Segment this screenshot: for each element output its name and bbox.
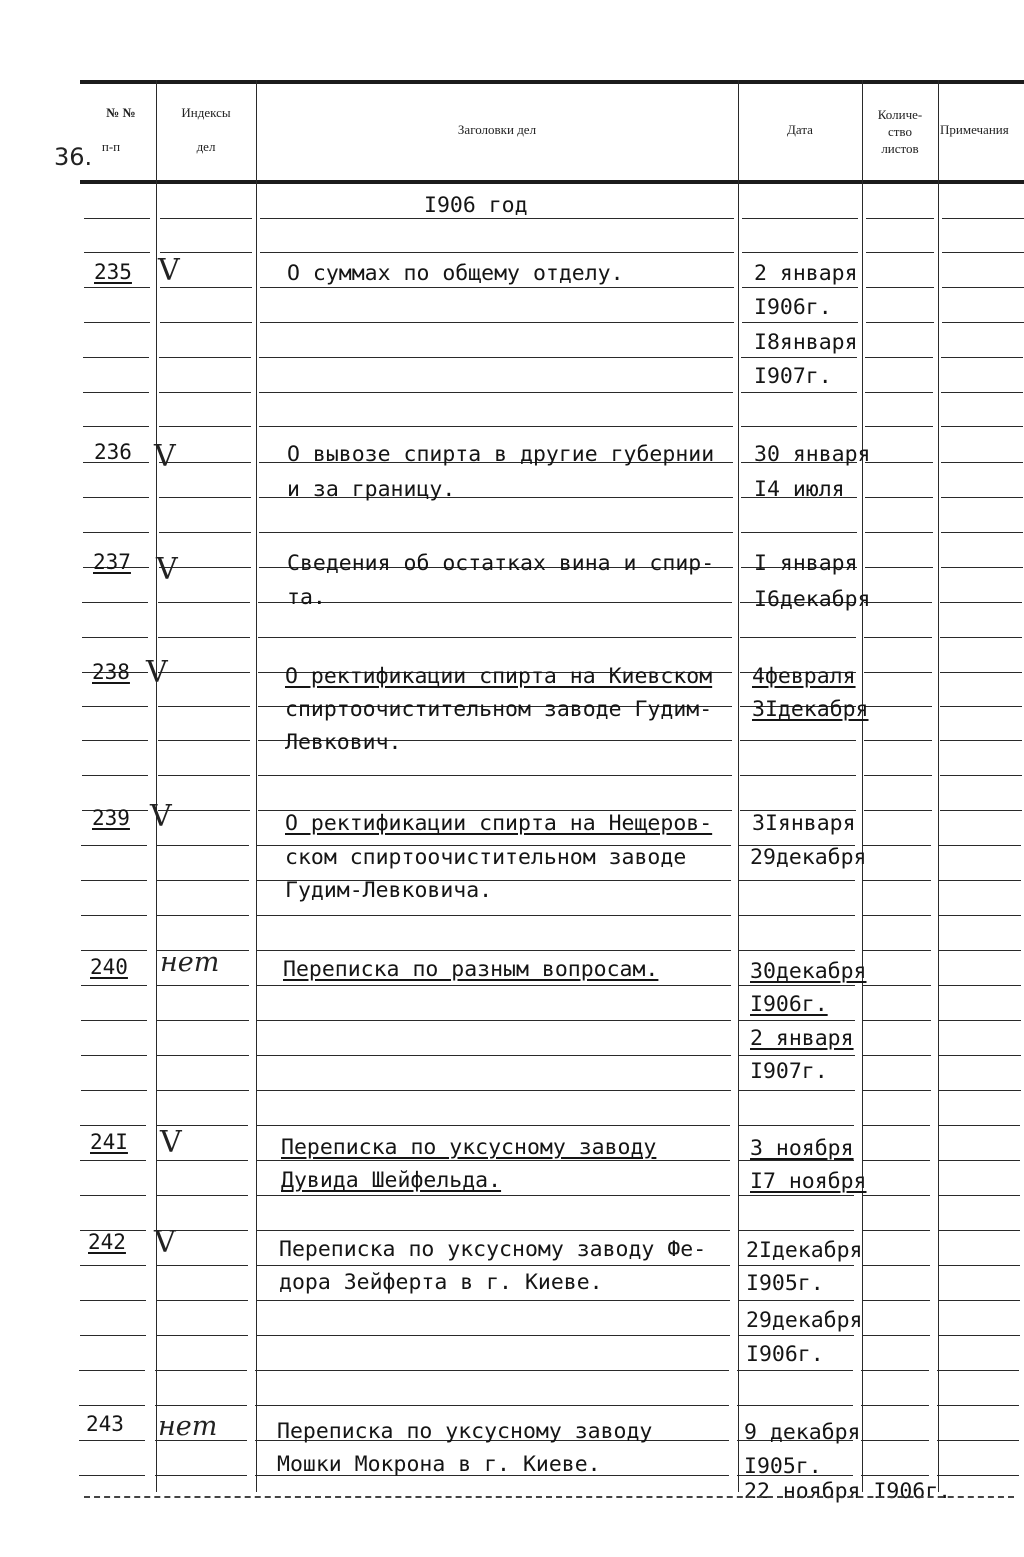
ruled-line-segment [256, 1300, 730, 1301]
ruled-line-segment [158, 672, 250, 673]
ruled-line-segment [862, 1265, 930, 1266]
entry-date-line: I905г. [744, 1454, 822, 1479]
ruled-line-segment [159, 357, 251, 358]
ruled-line-segment [740, 775, 856, 776]
ruled-line-segment [938, 1230, 1020, 1231]
header-sheets-line2: ство [887, 124, 912, 139]
ruled-line-segment [940, 672, 1022, 673]
ruled-line-segment [738, 1230, 854, 1231]
header-index-line1: Индексы [181, 105, 231, 120]
entry-title-line: Мошки Мокрона в г. Киеве. [277, 1452, 601, 1477]
ruled-line-segment [256, 1230, 730, 1231]
ruled-line-segment [256, 1195, 730, 1196]
ruled-line-segment [862, 1125, 930, 1126]
ruled-line-segment [258, 602, 732, 603]
ruled-line-segment [159, 426, 251, 427]
ruled-line-segment [739, 1020, 855, 1021]
header-titles-label: Заголовки дел [457, 122, 537, 137]
ruled-line-segment [159, 532, 251, 533]
ruled-line-segment [937, 1475, 1019, 1476]
ruled-line-segment [863, 880, 931, 881]
ruled-line-segment [738, 1335, 854, 1336]
entry-number: 242 [88, 1230, 126, 1254]
entry-date-line: I906г. [750, 992, 828, 1017]
column-divider-sheets [938, 80, 939, 1492]
ruled-line-segment [80, 1265, 146, 1266]
ruled-line-segment [158, 706, 250, 707]
ruled-line-segment [737, 1405, 853, 1406]
ruled-line-segment [79, 1370, 145, 1371]
ruled-line-segment [156, 1335, 248, 1336]
ruled-line-segment [863, 1020, 931, 1021]
ruled-line-segment [742, 218, 858, 219]
ruled-line-segment [157, 880, 249, 881]
entry-date-line: 2 января [750, 1026, 854, 1051]
check-mark: V [150, 799, 172, 834]
ruled-line-segment [739, 915, 855, 916]
entry-title-line: Переписка по уксусному заводу [281, 1135, 657, 1160]
entry-title-line: и за границу. [287, 477, 456, 502]
ruled-line-segment [82, 706, 148, 707]
check-mark: V [158, 253, 180, 288]
ruled-line-segment [938, 1125, 1020, 1126]
check-mark: V [154, 439, 176, 474]
ruled-line-segment [81, 985, 147, 986]
ruled-line-segment [942, 218, 1024, 219]
ruled-line-segment [862, 1300, 930, 1301]
ruled-line-segment [865, 497, 933, 498]
entry-date-line: 30декабря [750, 959, 867, 984]
ruled-line-segment [81, 915, 147, 916]
ruled-line-segment [865, 426, 933, 427]
handwritten-index: нет [160, 947, 220, 978]
entry-date-line: I907г. [754, 364, 832, 389]
entry-date-line: 9 декабря [744, 1420, 861, 1445]
entry-date-line: 2Iдекабря [746, 1238, 863, 1263]
ruled-line-segment [256, 1125, 730, 1126]
ruled-line-segment [260, 252, 734, 253]
ruled-line-segment [738, 1265, 854, 1266]
ruled-line-segment [82, 740, 148, 741]
ruled-line-segment [939, 1020, 1021, 1021]
ruled-line-segment [80, 1125, 146, 1126]
ruled-line-segment [80, 1335, 146, 1336]
entry-number: 236 [94, 440, 132, 464]
ruled-line-segment [157, 915, 249, 916]
ruled-line-segment [864, 706, 932, 707]
ruled-line-segment [939, 880, 1021, 881]
entry-title-line: Гудим-Левковича. [285, 878, 493, 903]
entry-title-line: Переписка по уксусному заводу Фе- [279, 1237, 707, 1262]
entry-date-line: 3 ноября [750, 1136, 854, 1161]
ruled-line-segment [862, 1335, 930, 1336]
ruled-line-segment [84, 322, 150, 323]
page-number: 36. [54, 143, 93, 171]
ruled-line-segment [862, 1195, 930, 1196]
entry-number: 238 [92, 660, 130, 684]
ruled-line-segment [155, 1405, 247, 1406]
check-mark: V [156, 552, 178, 587]
ruled-line-segment [741, 532, 857, 533]
ruled-line-segment [864, 672, 932, 673]
ruled-line-segment [865, 567, 933, 568]
ruled-line-segment [863, 915, 931, 916]
entry-number: 243 [86, 1412, 124, 1436]
ruled-line-segment [739, 985, 855, 986]
ruled-line-segment [939, 1055, 1021, 1056]
ruled-line-segment [84, 252, 150, 253]
ruled-line-segment [941, 392, 1023, 393]
entry-date-line: I4 июля [754, 477, 845, 502]
entry-number: 240 [90, 955, 128, 979]
entry-title-line: О ректификации спирта на Нещеров- [285, 811, 713, 836]
year-heading: I906 год [424, 193, 528, 218]
ruled-line-segment [939, 1090, 1021, 1091]
ruled-line-segment [257, 985, 731, 986]
ruled-line-segment [742, 287, 858, 288]
entry-title-line: та. [287, 585, 326, 610]
ruled-line-segment [157, 985, 249, 986]
header-notes-label: Примечания [940, 122, 1009, 137]
ruled-line-segment [938, 1300, 1020, 1301]
ruled-line-segment [158, 637, 250, 638]
ruled-line-segment [937, 1440, 1019, 1441]
ruled-line-segment [259, 426, 733, 427]
ruled-line-segment [941, 497, 1023, 498]
entry-number: 24I [90, 1130, 128, 1154]
ruled-line-segment [941, 357, 1023, 358]
entry-date-line: 29декабря [750, 845, 867, 870]
ruled-line-segment [739, 1055, 855, 1056]
ruled-line-segment [937, 1370, 1019, 1371]
ruled-line-segment [865, 357, 933, 358]
ruled-line-segment [255, 1405, 729, 1406]
ruled-line-segment [160, 218, 252, 219]
ruled-line-segment [861, 1475, 929, 1476]
ruled-line-segment [863, 845, 931, 846]
ruled-line-segment [941, 567, 1023, 568]
ruled-line-segment [81, 1020, 147, 1021]
ruled-line-segment [940, 740, 1022, 741]
header-sheets-line3: листов [881, 141, 919, 156]
ruled-line-segment [259, 532, 733, 533]
ruled-line-segment [84, 287, 150, 288]
entry-date-line: I905г. [746, 1271, 824, 1296]
ruled-line-segment [940, 775, 1022, 776]
ruled-line-segment [863, 950, 931, 951]
entry-date-line: I907г. [750, 1059, 828, 1084]
ruled-line-segment [737, 1370, 853, 1371]
header-sheets-label [862, 106, 938, 157]
ruled-line-segment [80, 1195, 146, 1196]
ruled-line-segment [81, 1055, 147, 1056]
entry-date-line: I906г. [754, 295, 832, 320]
ruled-line-segment [740, 637, 856, 638]
entry-date-line: 30 января [754, 442, 871, 467]
entry-date-line: I906г. [746, 1342, 824, 1367]
ruled-line-segment [866, 322, 934, 323]
ruled-line-segment [158, 602, 250, 603]
ruled-line-segment [81, 950, 147, 951]
handwritten-index: нет [158, 1411, 218, 1442]
ruled-line-segment [80, 1160, 146, 1161]
ruled-line-segment [864, 810, 932, 811]
entry-date-line: 29декабря [746, 1308, 863, 1333]
ruled-line-segment [864, 740, 932, 741]
ruled-line-segment [260, 218, 734, 219]
ruled-line-segment [941, 462, 1023, 463]
top-rule [80, 80, 1024, 84]
ruled-line-segment [742, 322, 858, 323]
ruled-line-segment [940, 706, 1022, 707]
ruled-line-segment [739, 950, 855, 951]
entry-date-line: 3Iянваря [752, 811, 856, 836]
column-divider-date [862, 80, 863, 1492]
ruled-line-segment [861, 1370, 929, 1371]
ruled-line-segment [83, 532, 149, 533]
ruled-line-segment [256, 1160, 730, 1161]
ruled-line-segment [739, 880, 855, 881]
ruled-line-segment [83, 392, 149, 393]
header-num-label: № № [106, 105, 136, 120]
ruled-line-segment [939, 950, 1021, 951]
ruled-line-segment [863, 985, 931, 986]
ruled-line-segment [738, 1195, 854, 1196]
ruled-line-segment [155, 1475, 247, 1476]
ruled-line-segment [937, 1405, 1019, 1406]
ruled-line-segment [940, 810, 1022, 811]
ruled-line-segment [81, 845, 147, 846]
check-mark: V [154, 1225, 176, 1260]
entry-title-line: Дувида Шейфельда. [281, 1168, 502, 1193]
ruled-line-segment [939, 845, 1021, 846]
ruled-line-segment [256, 1265, 730, 1266]
entry-date-line: I8января [754, 330, 858, 355]
ruled-line-segment [942, 287, 1024, 288]
ruled-line-segment [941, 426, 1023, 427]
ruled-line-segment [741, 392, 857, 393]
entry-date-line: I января [754, 551, 858, 576]
check-mark: V [146, 655, 168, 690]
entry-title-line: дора Зейферта в г. Киеве. [279, 1270, 603, 1295]
entry-title-line: ском спиртоочистительном заводе [285, 845, 687, 870]
entry-number: 235 [94, 260, 132, 284]
ruled-line-segment [255, 1370, 729, 1371]
ruled-line-segment [863, 1055, 931, 1056]
ruled-line-segment [863, 1090, 931, 1091]
entry-number: 237 [93, 550, 131, 574]
ruled-line-segment [155, 1370, 247, 1371]
ruled-line-segment [938, 1195, 1020, 1196]
ruled-line-segment [158, 775, 250, 776]
ruled-line-segment [938, 1335, 1020, 1336]
ruled-line-segment [938, 1160, 1020, 1161]
entry-date-line: 4февраля [752, 664, 856, 689]
ruled-line-segment [864, 775, 932, 776]
header-num-sublabel: п-п [101, 139, 121, 154]
bottom-dashed-line [84, 1496, 1014, 1498]
entry-date-line: I6декабря [754, 587, 871, 612]
ruled-line-segment [157, 1055, 249, 1056]
ruled-line-segment [156, 1195, 248, 1196]
ruled-line-segment [739, 1090, 855, 1091]
column-divider-title [738, 80, 739, 1492]
ruled-line-segment [157, 1090, 249, 1091]
header-bottom-rule [80, 180, 1024, 184]
entry-date-line: 3Iдекабря [752, 697, 869, 722]
entry-title-line: Переписка по разным вопросам. [283, 957, 659, 982]
ruled-line-segment [256, 1335, 730, 1336]
ruled-line-segment [258, 637, 732, 638]
ruled-line-segment [866, 252, 934, 253]
ruled-line-segment [259, 357, 733, 358]
entry-title-line: Переписка по уксусному заводу [277, 1419, 653, 1444]
ruled-line-segment [79, 1405, 145, 1406]
header-date-label: Дата [787, 122, 813, 137]
ruled-line-segment [83, 426, 149, 427]
ruled-line-segment [939, 915, 1021, 916]
ruled-line-segment [257, 950, 731, 951]
ruled-line-segment [738, 1300, 854, 1301]
ruled-line-segment [82, 775, 148, 776]
header-index-label [158, 104, 254, 155]
ruled-line-segment [259, 392, 733, 393]
entry-title-line: О вывозе спирта в другие губернии [287, 442, 715, 467]
entry-title-line: О ректификации спирта на Киевском [285, 664, 713, 689]
entry-title-line: Сведения об остатках вина и спир- [287, 551, 715, 576]
ruled-line-segment [156, 1265, 248, 1266]
ruled-line-segment [940, 602, 1022, 603]
ruled-line-segment [257, 1090, 731, 1091]
ruled-line-segment [257, 1020, 731, 1021]
entry-date-line: 22 ноября I906г. [744, 1479, 952, 1504]
ruled-line-segment [864, 637, 932, 638]
ruled-line-segment [156, 1160, 248, 1161]
header-sheets-line1: Количе- [877, 107, 923, 122]
ruled-line-segment [865, 392, 933, 393]
entry-number: 239 [92, 806, 130, 830]
ruled-line-segment [738, 1125, 854, 1126]
ruled-line-segment [82, 602, 148, 603]
ruled-line-segment [156, 1300, 248, 1301]
ruled-line-segment [157, 1020, 249, 1021]
ruled-line-segment [159, 392, 251, 393]
ruled-line-segment [159, 497, 251, 498]
ruled-line-segment [866, 287, 934, 288]
ruled-line-segment [258, 775, 732, 776]
ruled-line-segment [861, 1440, 929, 1441]
ruled-line-segment [158, 740, 250, 741]
ruled-line-segment [942, 252, 1024, 253]
ruled-line-segment [257, 1055, 731, 1056]
ruled-line-segment [865, 532, 933, 533]
ruled-line-segment [864, 602, 932, 603]
ruled-line-segment [83, 357, 149, 358]
ruled-line-segment [742, 252, 858, 253]
ruled-line-segment [942, 322, 1024, 323]
entry-date-line: I7 ноября [750, 1169, 867, 1194]
ruled-line-segment [938, 1265, 1020, 1266]
ruled-line-segment [82, 637, 148, 638]
ruled-line-segment [160, 322, 252, 323]
ruled-line-segment [741, 426, 857, 427]
ruled-line-segment [862, 1160, 930, 1161]
entry-title-line: Левкович. [285, 730, 402, 755]
ruled-line-segment [862, 1230, 930, 1231]
ruled-line-segment [260, 322, 734, 323]
entry-title-line: спиртоочистительном заводе Гудим- [285, 697, 713, 722]
column-divider-num [156, 80, 157, 1492]
ruled-line-segment [79, 1475, 145, 1476]
check-mark: V [160, 1125, 182, 1160]
ruled-line-segment [940, 637, 1022, 638]
ruled-line-segment [81, 880, 147, 881]
ruled-line-segment [157, 845, 249, 846]
ruled-line-segment [80, 1300, 146, 1301]
ruled-line-segment [939, 985, 1021, 986]
ruled-line-segment [861, 1405, 929, 1406]
header-index-line2: дел [196, 139, 216, 154]
entry-date-line: 2 января [754, 261, 858, 286]
ruled-line-segment [79, 1440, 145, 1441]
ruled-line-segment [865, 462, 933, 463]
ruled-line-segment [84, 218, 150, 219]
ruled-line-segment [941, 532, 1023, 533]
ruled-line-segment [83, 497, 149, 498]
ruled-line-segment [260, 287, 734, 288]
column-divider-index [256, 80, 257, 1492]
ruled-line-segment [866, 218, 934, 219]
entry-title-line: О суммах по общему отделу. [287, 261, 624, 286]
ruled-line-segment [741, 357, 857, 358]
ruled-line-segment [740, 740, 856, 741]
ruled-line-segment [257, 915, 731, 916]
ruled-line-segment [81, 1090, 147, 1091]
